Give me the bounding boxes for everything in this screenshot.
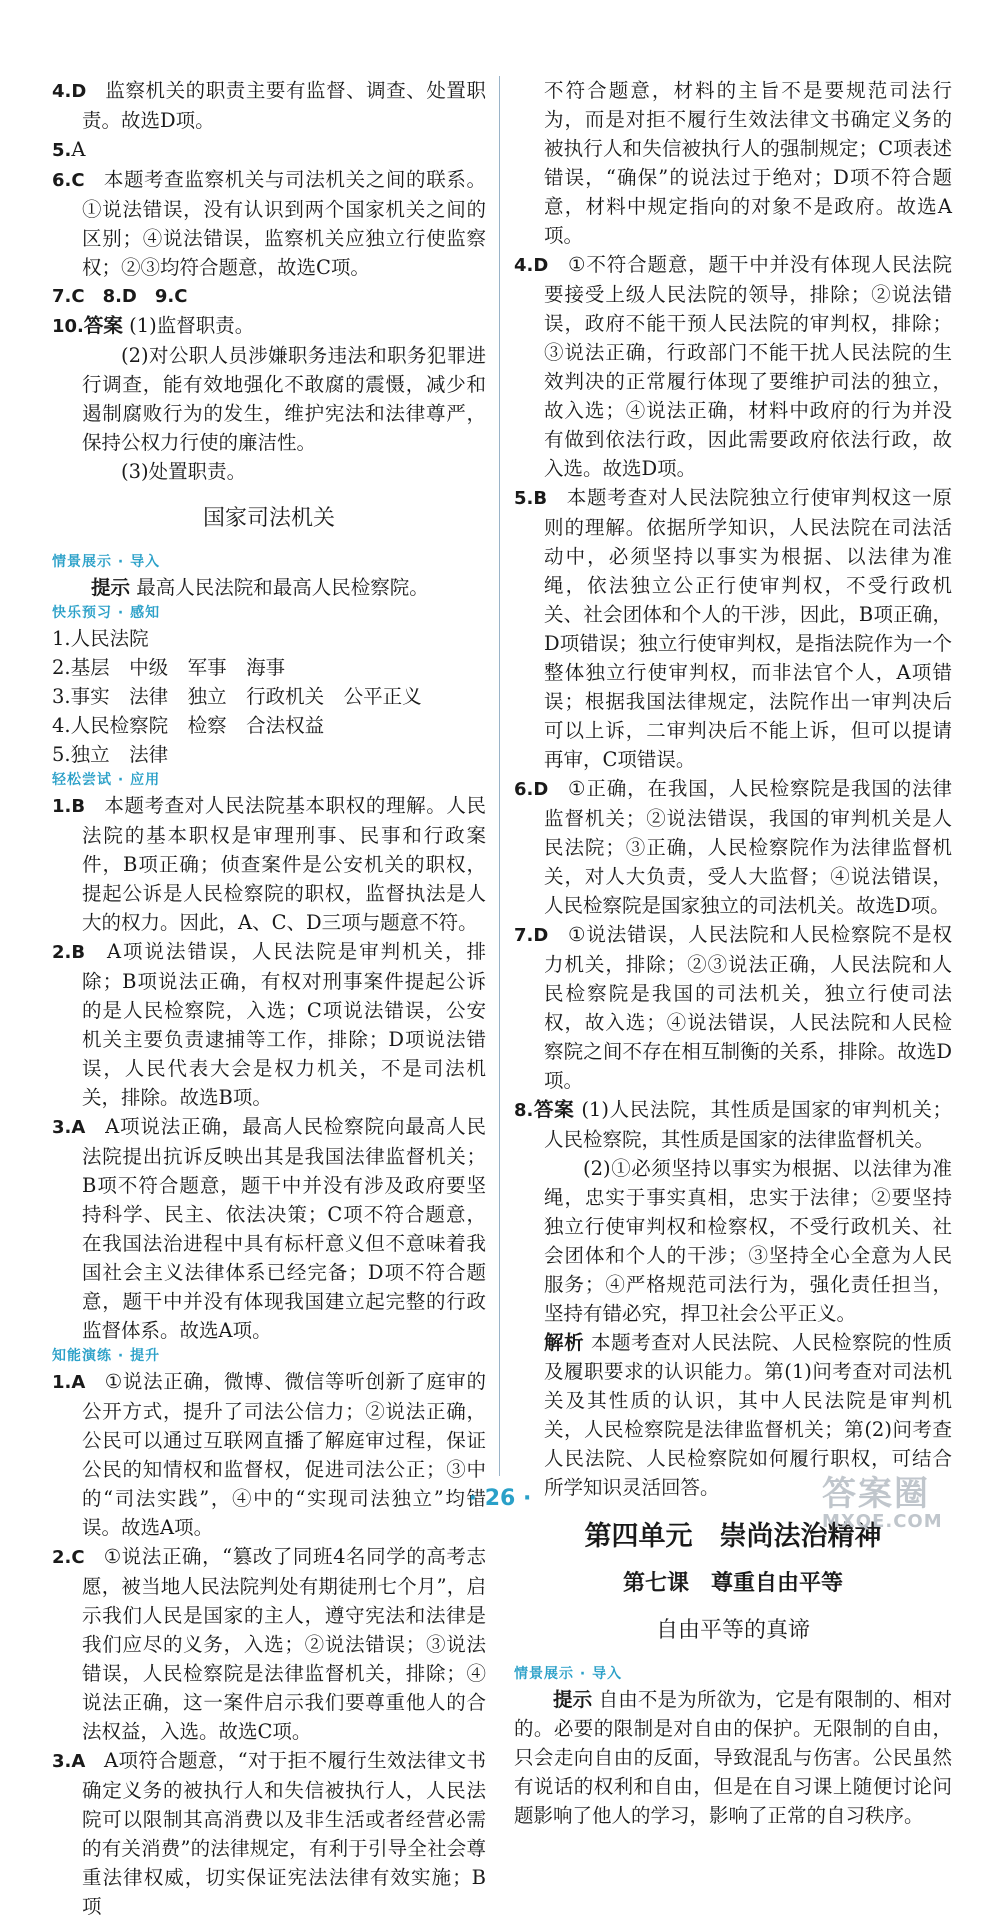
right-column bbox=[514, 76, 952, 1830]
analysis-label: 解析 bbox=[544, 1331, 585, 1354]
unit-title: 第四单元 崇尚法治精神 bbox=[584, 1521, 882, 1552]
column-divider bbox=[499, 76, 500, 1476]
lesson-title: 第七课 尊重自由平等 bbox=[622, 1571, 843, 1596]
item-number: 4.D bbox=[52, 81, 106, 102]
answer-text: 本题考查监察机关与司法机关之间的联系。①说法错误，没有认识到两个国家机关之间的区别；④说法错误，监察机关应独立行使监察权；②③均符合题意，故选C项。 bbox=[82, 168, 486, 279]
answer-text: ①说法错误，人民法院和人民检察院不是权力机关，排除；②③说法正确，人民法院和人民检察院是我国的司法机关，独立行使司法权，故入选；④说法错误，人民法院和人民检察院之间不存在相互制衡的关系，排除。故选D项。 bbox=[544, 923, 952, 1092]
practice-answer-3 bbox=[52, 1746, 486, 1921]
left-column bbox=[52, 76, 486, 1921]
section-label: 快乐预习 · 感知 bbox=[52, 605, 161, 621]
watermark-logo bbox=[822, 1476, 986, 1536]
preview-answer: 3.事实 法律 独立 行政机关 公平正义 bbox=[52, 685, 422, 708]
item-number: 6.D bbox=[514, 779, 569, 800]
item-number: 7.D bbox=[514, 925, 569, 946]
answer-text: ①不符合题意，题干中并没有体现人民法院要接受上级人民法院的领导，排除；②说法错误，政府不能干预人民法院的审判权，排除；③说法正确，行政部门不能干扰人民法院的生效判决的正常履行体现了要维护司法的独立，故入选；④说法正确，材料中政府的行为并没有做到依法行政，因此需要政府依法行政，故入选。故选D项。 bbox=[544, 253, 952, 480]
item-number: 4.D bbox=[514, 255, 569, 276]
item-number: 5. bbox=[52, 140, 72, 161]
answer-text: (1)人民法院，其性质是国家的审判机关；人民检察院，其性质是国家的法律监督机关。 bbox=[544, 1098, 952, 1151]
answer-4 bbox=[52, 76, 486, 135]
page-number: · 26 · bbox=[468, 1486, 532, 1511]
preview-answer: 4.人民检察院 检察 合法权益 bbox=[52, 714, 325, 737]
section-title: 国家司法机关 bbox=[202, 506, 335, 531]
analysis-text: 本题考查对人民法院、人民检察院的性质及履职要求的认识能力。第(1)问考查对司法机关及其性质的认识，其中人民法院是审判机关，人民检察院是法律监督机关；第(2)问考查人民法院、人民检察院如何履行职权，可结合所学知识灵活回答。 bbox=[544, 1331, 952, 1499]
practice-answer-8-part2: (2)①必须坚持以事实为根据、以法律为准绳，忠实于事实真相，忠实于法律；②要坚持独立行使审判权和检察权，不受行政机关、社会团体和个人的干涉；③坚持全心全意为人民服务；④严格规范司法行为，强化责任担当，坚持有错必究，捍卫社会公平正义。 bbox=[544, 1157, 952, 1325]
section-title: 自由平等的真谛 bbox=[655, 1618, 810, 1643]
practice-answer-8 bbox=[514, 1095, 952, 1154]
try-answer-3 bbox=[52, 1112, 486, 1345]
answer-6 bbox=[52, 165, 486, 282]
answer-10 bbox=[52, 311, 486, 341]
answer-text: (1)监督职责。 bbox=[129, 314, 255, 337]
answer-text: ①说法正确，微博、微信等听创新了庭审的公开方式，提升了司法公信力；②说法正确，公民可以通过互联网直播了解庭审过程，保证公民的知情权和监督权，促进司法公正；③中的“司法实践”，④中的“实现司法独立”均错误。故选A项。 bbox=[82, 1370, 486, 1539]
answer-text: ①正确，在我国，人民检察院是我国的法律监督机关；②说法错误，我国的审判机关是人民法院；③正确，人民检察院作为法律监督机关，对人大负责，受人大监督；④说法错误，人民检察院是国家独立的司法机关。故选D项。 bbox=[544, 777, 952, 917]
hint-text: 最高人民法院和最高人民检察院。 bbox=[136, 576, 429, 599]
answer-text: ①说法正确，“篡改了同班4名同学的高考志愿，被当地人民法院判处有期徒刑七个月”，启示我们人民是国家的主人，遵守宪法和法律是我们应尽的义务，入选；②说法错误；③说法错误，人民检察院是法律监督机关，排除；④说法正确，这一案件启示我们要尊重他人的合法权益，入选。故选C项。 bbox=[82, 1545, 487, 1743]
item-number: 10. bbox=[52, 316, 84, 337]
item-number: 1.A bbox=[52, 1372, 105, 1393]
hint bbox=[52, 573, 486, 602]
hint bbox=[514, 1685, 952, 1830]
item-number: 3.A bbox=[52, 1117, 106, 1138]
preview-answer: 1.人民法院 bbox=[52, 627, 149, 650]
practice-answer-3-cont: 不符合题意，材料的主旨不是要规范司法行为，而是对拒不履行生效法律文书确定义务的被执行人和失信被执行人的强制规定；C项表述错误，“确保”的说法过于绝对；D项不符合题意，材料中规定指向的对象不是政府。故选A项。 bbox=[544, 79, 952, 247]
watermark-line1: 答案圈 bbox=[822, 1474, 930, 1514]
item-number: 2.B bbox=[52, 942, 108, 963]
answer-7-9: 7.C 8.D 9.C bbox=[52, 286, 188, 307]
item-number: 6.C bbox=[52, 170, 104, 191]
preview-answer: 5.独立 法律 bbox=[52, 743, 169, 766]
try-answer-1 bbox=[52, 791, 486, 937]
answer-label: 答案 bbox=[83, 314, 123, 337]
practice-answer-6 bbox=[514, 774, 952, 920]
practice-answer-2 bbox=[52, 1542, 486, 1746]
item-number: 3.A bbox=[52, 1751, 105, 1772]
item-number: 8. bbox=[514, 1100, 534, 1121]
answer-5 bbox=[52, 135, 486, 165]
item-number: 2.C bbox=[52, 1547, 104, 1568]
answer-10-part2: (2)对公职人员涉嫌职务违法和职务犯罪进行调查，能有效地强化不敢腐的震慑，减少和遏制腐败行为的发生，维护宪法和法律尊严，保持公权力行使的廉洁性。 bbox=[82, 344, 486, 454]
answer-text: A bbox=[71, 138, 86, 161]
answer-label: 答案 bbox=[533, 1098, 575, 1121]
try-answer-2 bbox=[52, 937, 486, 1112]
answer-text: 本题考查对人民法院基本职权的理解。人民法院的基本职权是审理刑事、民事和行政案件，B项正确；侦查案件是公安机关的职权，提起公诉是人民检察院的职权，监督执法是人大的权力。因此，A、C、D三项与题意不符。 bbox=[82, 794, 486, 934]
item-number: 1.B bbox=[52, 796, 105, 817]
hint-label: 提示 bbox=[91, 576, 131, 599]
practice-answer-4 bbox=[514, 250, 952, 483]
section-label: 知能演练 · 提升 bbox=[52, 1348, 161, 1364]
answer-text: A项说法错误，人民法院是审判机关，排除；B项说法正确，有权对刑事案件提起公诉的是人民检察院，入选；C项说法错误，公安机关主要负责逮捕等工作，排除；D项说法错误，人民代表大会是权力机关，不是司法机关，排除。故选B项。 bbox=[82, 940, 486, 1109]
practice-answer-5 bbox=[514, 483, 952, 774]
answer-10-part3: (3)处置职责。 bbox=[121, 460, 247, 483]
answer-text: 本题考查对人民法院独立行使审判权这一原则的理解。依据所学知识，人民法院在司法活动中，必须坚持以事实为根据、以法律为准绳，依法独立公正行使审判权，不受行政机关、社会团体和个人的干涉，因此，B项正确，D项错误；独立行使审判权，是指法院作为一个整体独立行使审判权，而非法官个人，A项错误；根据我国法律规定，法院作出一审判决后可以上诉，二审判决后不能上诉，但可以提请再审，C项错误。 bbox=[544, 486, 952, 771]
item-number: 5.B bbox=[514, 488, 567, 509]
section-label: 情景展示 · 导入 bbox=[52, 554, 161, 570]
hint-text: 自由不是为所欲为，它是有限制的、相对的。必要的限制是对自由的保护。无限制的自由，只会走向自由的反面，导致混乱与伤害。公民虽然有说话的权利和自由，但是在自习课上随便讨论问题影响了他人的学习，影响了正常的自习秩序。 bbox=[514, 1688, 952, 1827]
answer-text: A项说法正确，最高人民检察院向最高人民法院提出抗诉反映出其是我国法律监督机关；B项不符合题意，题干中并没有涉及政府要坚持科学、民主、依法决策；C项不符合题意，在我国法治进程中具有标杆意义但不意味着我国社会主义法律体系已经完备；D项不符合题意，题干中并没有体现我国建立起完整的行政监督体系。故选A项。 bbox=[82, 1115, 486, 1342]
section-label: 情景展示 · 导入 bbox=[514, 1666, 623, 1682]
section-label: 轻松尝试 · 应用 bbox=[52, 772, 161, 788]
hint-label: 提示 bbox=[553, 1688, 593, 1711]
preview-answer: 2.基层 中级 军事 海事 bbox=[52, 656, 286, 679]
watermark-line2: MXQE.COM bbox=[822, 1511, 943, 1532]
practice-answer-7 bbox=[514, 920, 952, 1095]
answer-text: 监察机关的职责主要有监督、调查、处置职责。故选D项。 bbox=[82, 79, 486, 132]
answer-text: A项符合题意，“对于拒不履行生效法律文书确定义务的被执行人和失信被执行人，人民法院可以限制其高消费以及非生活或者经营必需的有关消费”的法律规定，有利于引导全社会尊重法律权威，切实保证宪法法律有效实施；B项 bbox=[82, 1749, 486, 1918]
practice-answer-1 bbox=[52, 1367, 486, 1542]
